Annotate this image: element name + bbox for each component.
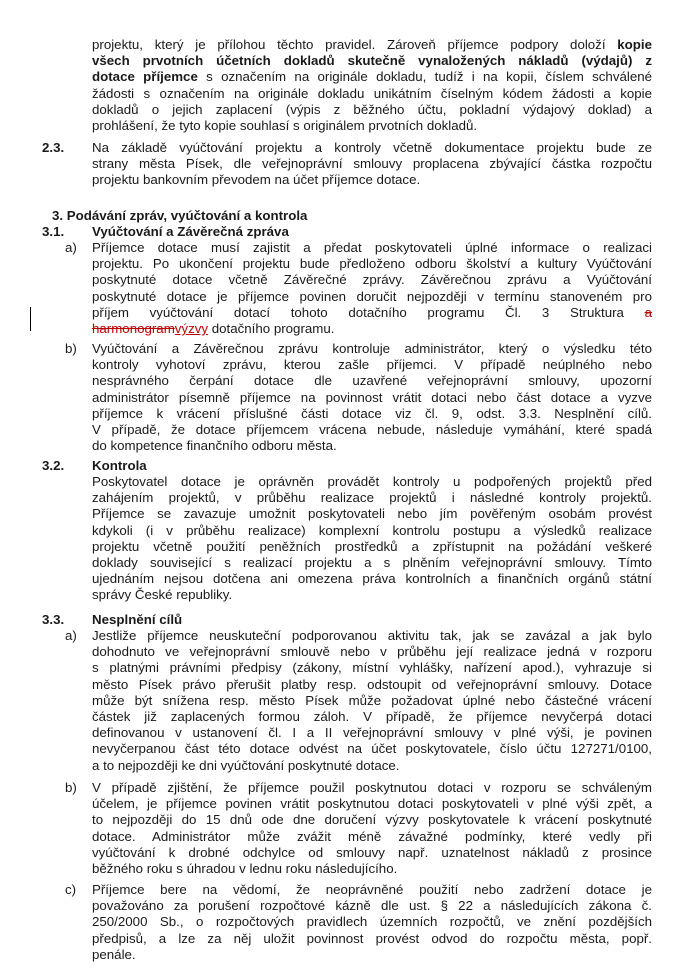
- section-2-3: 2.3. Na základě vyúčtování projektu a kontroly včetně dokumentace projektu bude ze strany města Písek, dle veřejnoprávní smlouvy proplacena zbývající částka rozpočtu projektu bankovním převodem na účet příjemce dotace.: [42, 140, 652, 188]
- section-title: Nesplnění cílů: [92, 612, 183, 627]
- section-number: 3.2.: [42, 458, 65, 473]
- section-3-1-b: b) Vyúčtování a Závěrečnou zprávu kontroluje administrátor, který o výsledku této kontroly vyhotoví zprávu, kterou zašle příjemci. V případě neúplného nebo nesprávného čerpání dotace dle uzavřené veřejnoprávní smlouvy, upozorní administrátor písemně příjemce na povinnost vrátit dotaci nebo část dotace a vyzve příjemce k vrácení příslušné části dotace viz čl. 9, odst. 3.3. Nesplnění cílů. V případě, že dotace příjemcem vrácena nebude, následuje vymáhání, které spadá do kompetence finančního odboru města.: [65, 341, 652, 454]
- document-page: projektu, který je přílohou těchto pravidel. Zároveň příjemce podpory doloží kopie všech prvotních účetních dokladů skutečně vynaložených nákladů (výdajů) z dotace příjemce s označením na originále dokladu, tudíž i na kopii, číslem schválené žádosti s označením na originále dokladu unikátním číselným kódem žádosti a kopie dokladů o jejich zaplacení (výpis z běžného účtu, pokladní výdajový doklad) a prohlášení, že tyto kopie souhlasí s originálem prvotních dokladů. 2.3. Na základě vyúčtování projektu a kontroly včetně dokumentace projektu bude ze strany města Písek, dle veřejnoprávní smlouvy proplacena zbývající částka rozpočtu projektu bankovním převodem na účet příjemce dotace. 3. Podávání zpráv, vyúčtování a kontrola 3.1. Vyúčtování a Závěrečná zpráva a) Příjemce dotace musí zajistit a předat poskytovateli úplné informace o realizaci projektu. Po ukončení projektu bude předloženo odboru školství a kultury Vyúčtování poskytnuté dotace včetně Závěrečné zprávy. Závěrečnou zprávu a Vyúčtování poskytnuté dotace je příjemce povinen doručit nejpozději v termínu stanoveném pro příjem vyúčtování dotací tohoto dotačního programu Čl. 3 Struktura a harmonogramvýzvy dotačního programu. b) Vyúčtování a Závěrečnou zprávu kontroluje administrátor, který o výsledku této kontroly vyhotoví zprávu, kterou zašle příjemci. V případě neúplného nebo nesprávného čerpání dotace dle uzavřené veřejnoprávní smlouvy, upozorní administrátor písemně příjemce na povinnost vrátit dotaci nebo část dotace a vyzve příjemce k vrácení příslušné části dotace viz čl. 9, odst. 3.3. Nesplnění cílů. V případě, že dotace příjemcem vrácena nebude, následuje vymáhání, které spadá do kompetence finančního odboru města. 3.2. Kontrola Poskytovatel dotace je oprávněn provádět kontroly u podpořených projektů před zahájením projektů, v průběhu realizace projektů i následné kontroly projektů. Příjemce se zavazuje umožnit poskytovateli nebo jím pověřeným osobám provést kdykoli (i v průběhu realizace) komplexní kontrolu postupu a výsledků realizace projektu včetně použití peněžních prostředků a zpřístupnit na požádání veškeré doklady související s realizací projektu a s plněním veřejnoprávní smlouvy. Tímto ujednáním nejsou dotčena ani omezena práva kontrolních a finančních orgánů státní správy České republiky. 3.3. Nesplnění cílů a) Jestliže příjemce neuskuteční podporovanou aktivitu tak, jak se zavázal a jak bylo dohodnuto ve veřejnoprávní smlouvě nebo v průběhu její realizace jedná v rozporu s platnými právními předpisy (zákony, místní vyhlášky, nařízení apod.), vyhrazuje si město Písek právo přerušit platby resp. odstoupit od veřejnoprávní smlouvy. Dotace může být snížena resp. město Písek může požadovat úplné nebo částečné vrácení částek již zaplacených formou záloh. V případě, že příjemce nevyčerpá dotaci definovanou v ustanovení čl. I a II veřejnoprávní smlouvy v plné výši, je povinen nevyčerpanou část této dotace odvést na účet poskytovatele, číslo účtu 127271/0100, a to nejpozději ke dni vyúčtování poskytnuté dotace. b) V případě zjištění, že příjemce použil poskytnutou dotaci v rozporu se schváleným účelem, je příjemce povinen vrátit poskytnutou dotaci poskytovateli v plné výši zpět, a to nejpozději do 15 dnů ode dne doručení výzvy poskytovatele k vrácení poskytnuté dotace. Administrátor může zvážit méně závažné podmínky, které vedly při vyúčtování k drobné odchylce od smlouvy např. uznatelnost nákladů z prosince běžného roku s úhradou v lednu roku následujícího. c) Příjemce bere na vědomí, že neoprávněné použití nebo zadržení dotace je považováno za porušení rozpočtové kázně dle ust. § 22 a následujících zákona č. 250/2000 Sb., o rozpočtových pravidlech územních rozpočtů, ve znění pozdějších předpisů, a lze za něj uložit povinnost provést odvod do rozpočtu města, popř. penále.: [0, 0, 687, 978]
- section-title: Kontrola: [92, 458, 147, 473]
- deleted-text: a: [644, 304, 652, 320]
- section-3-1: [0, 224, 687, 240]
- paragraph-2-2-continuation: projektu, který je přílohou těchto pravidel. Zároveň příjemce podpory doloží kopie všech prvotních účetních dokladů skutečně vynaložených nákladů (výdajů) z dotace příjemce s označením na originále dokladu, tudíž i na kopii, číslem schválené žádosti s označením na originále dokladu unikátním číselným kódem žádosti a kopie dokladů o jejich zaplacení (výpis z běžného účtu, pokladní výdajový doklad) a prohlášení, že tyto kopie souhlasí s originálem prvotních dokladů.: [92, 37, 653, 134]
- item-letter: a): [65, 628, 77, 643]
- item-letter: b): [65, 780, 77, 795]
- item-letter: a): [65, 240, 77, 255]
- section-number: 2.3.: [42, 140, 65, 155]
- section-title: Vyúčtování a Závěrečná zpráva: [92, 224, 289, 239]
- section-number: 3.1.: [42, 224, 65, 239]
- section-3-3-c: c) Příjemce bere na vědomí, že neoprávněné použití nebo zadržení dotace je považováno za porušení rozpočtové kázně dle ust. § 22 a následujících zákona č. 250/2000 Sb., o rozpočtových pravidlech územních rozpočtů, ve znění pozdějších předpisů, a lze za něj uložit povinnost provést odvod do rozpočtu města, popř. penále.: [65, 882, 652, 962]
- section-3-2: [0, 458, 687, 474]
- section-3-2-body: Poskytovatel dotace je oprávněn provádět kontroly u podpořených projektů před zahájením projektů, v průběhu realizace projektů i následné kontroly projektů. Příjemce se zavazuje umožnit poskytovateli nebo jím pověřeným osobám provést kdykoli (i v průběhu realizace) komplexní kontrolu postupu a výsledků realizace projektu včetně použití peněžních prostředků a zpřístupnit na požádání veškeré doklady související s realizací projektu a s plněním veřejnoprávní smlouvy. Tímto ujednáním nejsou dotčena ani omezena práva kontrolních a finančních orgánů státní správy České republiky.: [92, 474, 652, 603]
- section-3-3: [0, 612, 687, 628]
- section-3-3-a: a) Jestliže příjemce neuskuteční podporovanou aktivitu tak, jak se zavázal a jak bylo dohodnuto ve veřejnoprávní smlouvě nebo v průběhu její realizace jedná v rozporu s platnými právními předpisy (zákony, místní vyhlášky, nařízení apod.), vyhrazuje si město Písek právo přerušit platby resp. odstoupit od veřejnoprávní smlouvy. Dotace může být snížena resp. město Písek může požadovat úplné nebo částečné vrácení částek již zaplacených formou záloh. V případě, že příjemce nevyčerpá dotaci definovanou v ustanovení čl. I a II veřejnoprávní smlouvy v plné výši, je povinen nevyčerpanou část této dotace odvést na účet poskytovatele, číslo účtu 127271/0100, a to nejpozději ke dni vyúčtování poskytnuté dotace.: [65, 628, 652, 773]
- item-letter: c): [65, 882, 77, 897]
- inserted-text: výzvy: [174, 321, 209, 337]
- section-number: 3.3.: [42, 612, 65, 627]
- section-3-1-a: a) Příjemce dotace musí zajistit a předat poskytovateli úplné informace o realizaci projektu. Po ukončení projektu bude předloženo odboru školství a kultury Vyúčtování poskytnuté dotace včetně Závěrečné zprávy. Závěrečnou zprávu a Vyúčtování poskytnuté dotace je příjemce povinen doručit nejpozději v termínu stanoveném pro příjem vyúčtování dotací tohoto dotačního programu Čl. 3 Struktura a harmonogramvýzvy dotačního programu.: [65, 240, 652, 337]
- deleted-text: harmonogram: [92, 321, 175, 337]
- item-letter: b): [65, 341, 77, 356]
- section-3-3-b: b) V případě zjištění, že příjemce použil poskytnutou dotaci v rozporu se schváleným účelem, je příjemce povinen vrátit poskytnutou dotaci poskytovateli v plné výši zpět, a to nejpozději do 15 dnů ode dne doručení výzvy poskytovatele k vrácení poskytnuté dotace. Administrátor může zvážit méně závažné podmínky, které vedly při vyúčtování k drobné odchylce od smlouvy např. uznatelnost nákladů z prosince běžného roku s úhradou v lednu roku následujícího.: [65, 780, 652, 877]
